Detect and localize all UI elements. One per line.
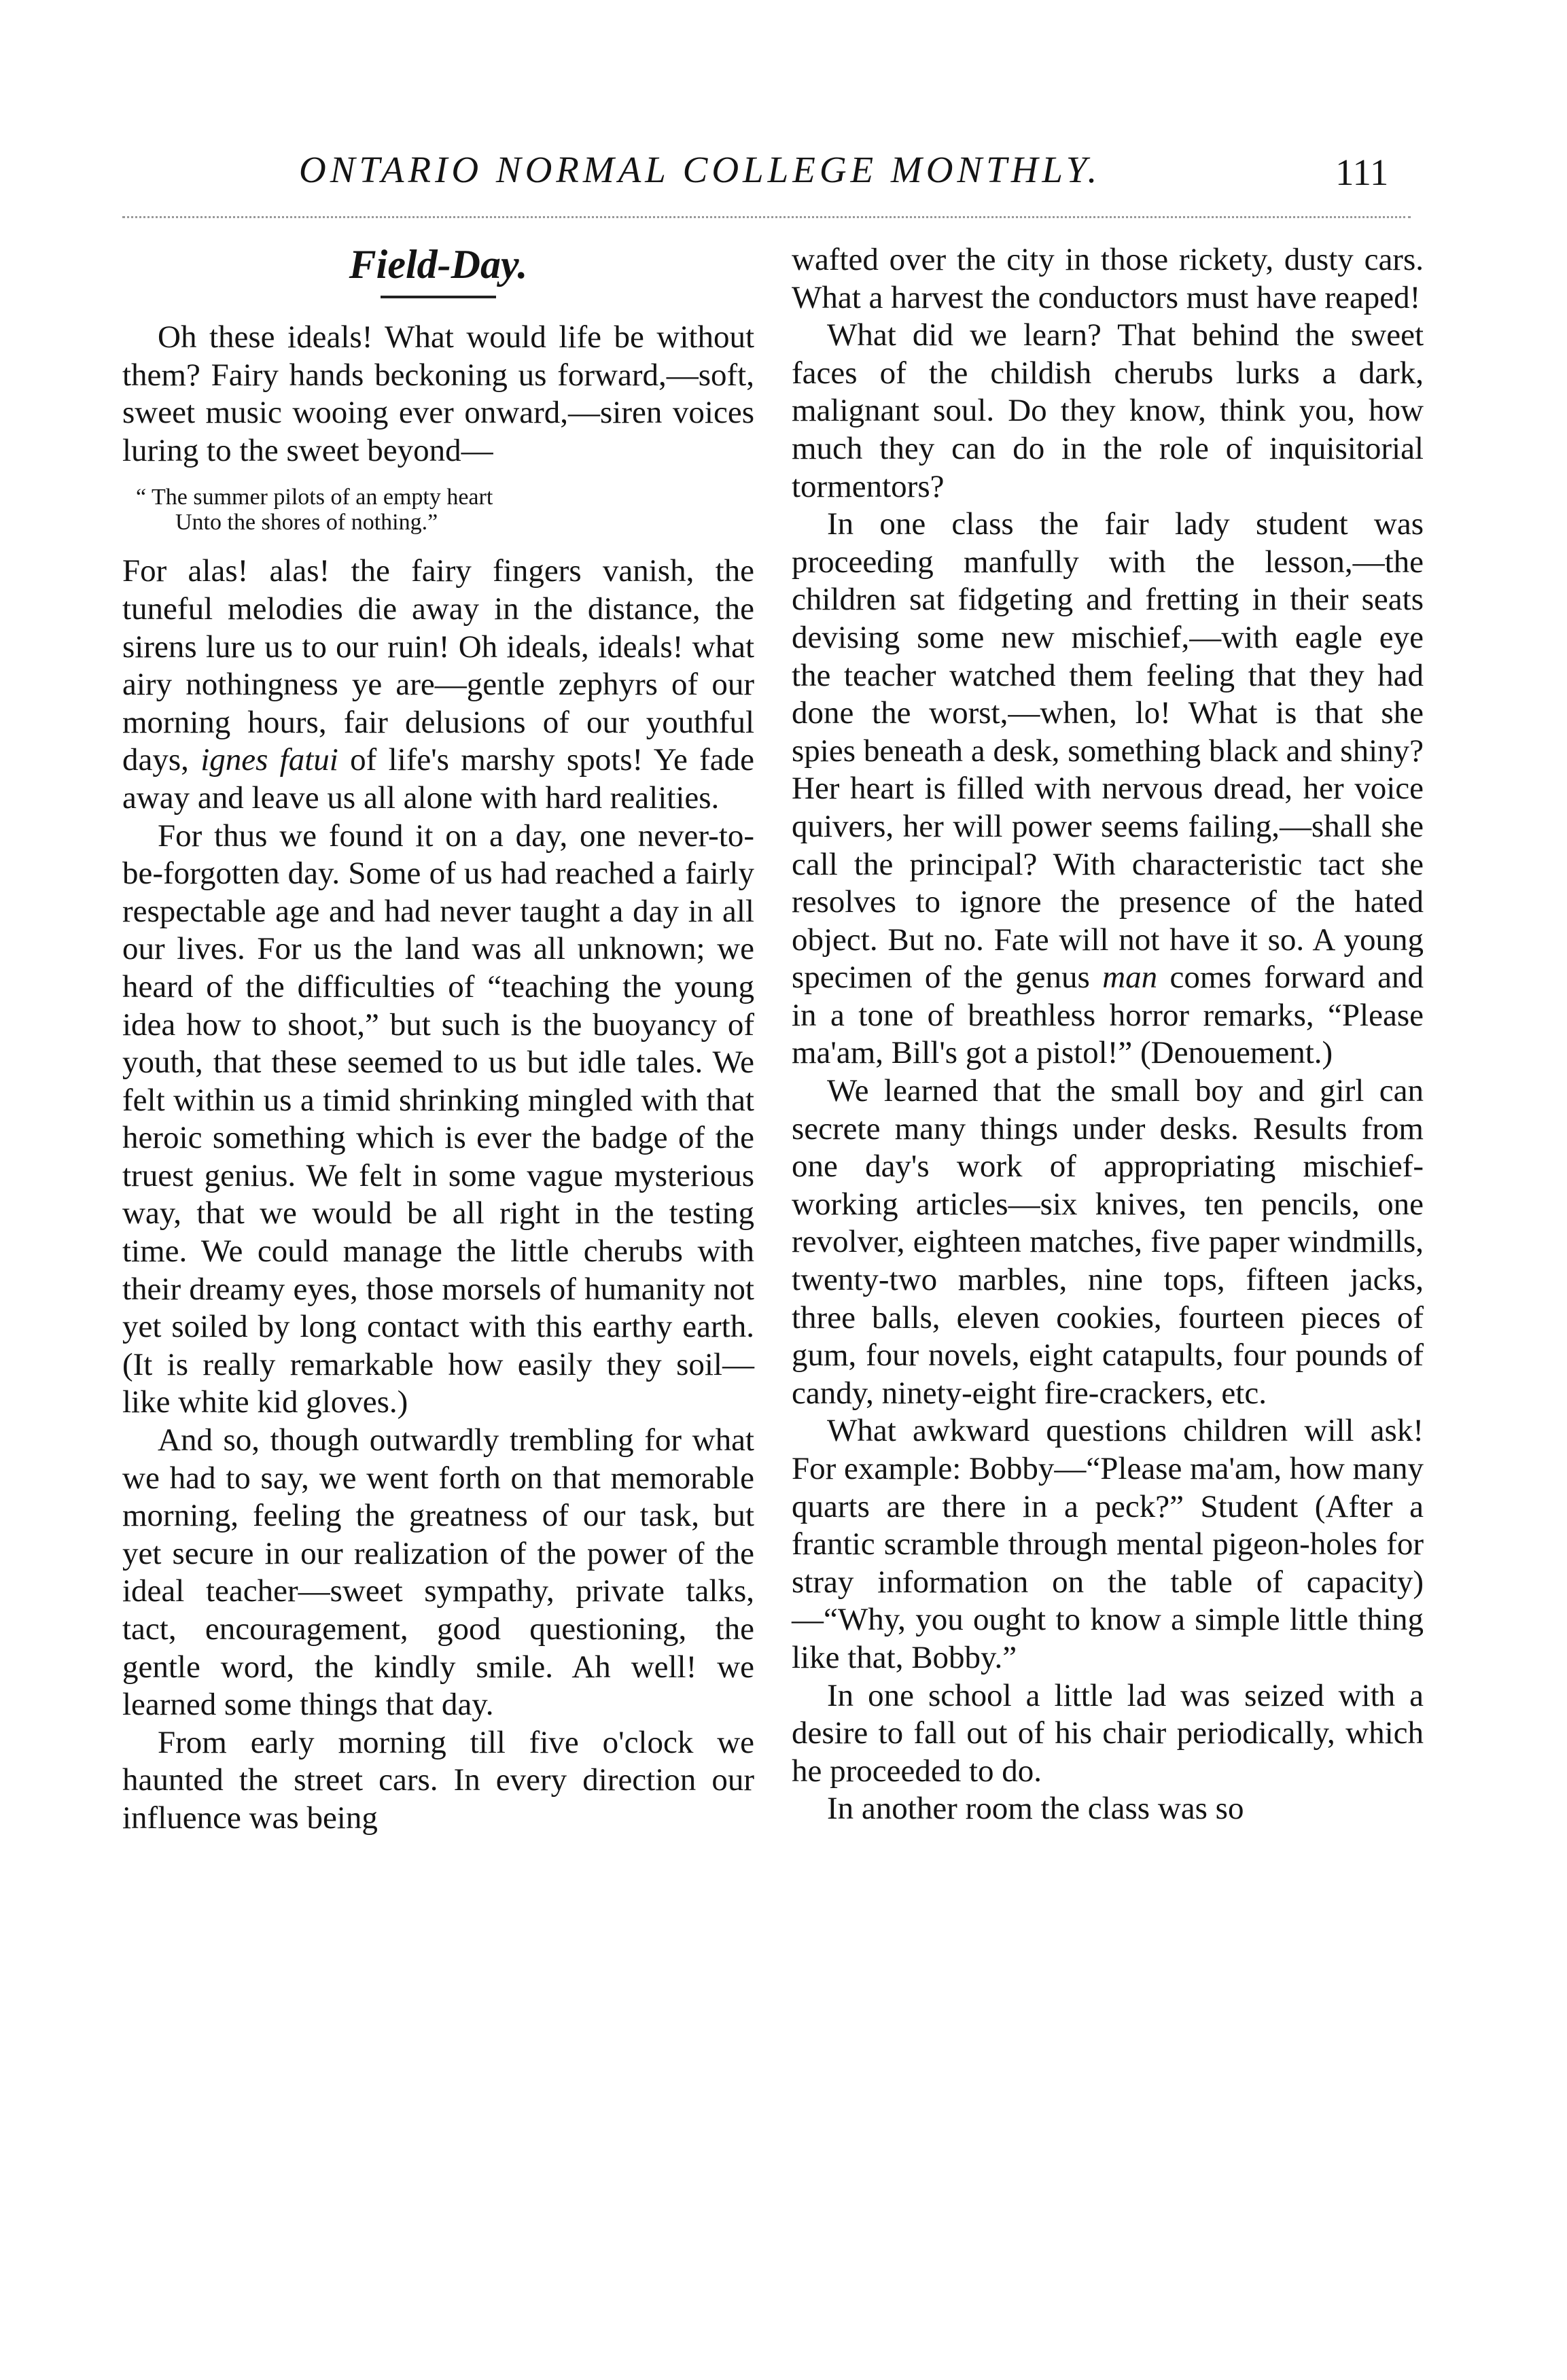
paragraph-8-text-a: In one class the fair lady student was proceeding manfully with the lesson,—the children sat fidgeting and fretting in their seats devising some new mischief,—with eagle eye the teacher watched them feeling that they had done the worst,—when, lo! What is that she spies beneath a desk, something black and shiny? Her heart is filled with nervous dread, her voice quivers, her will power seems failing,—shall she call the principal? With characteristic tact she resolves to ignore the presence of the hated object. But no. Fate will not have it so. A young specimen of the genus	[792, 506, 1424, 996]
paragraph-5: From early morning till five o'clock we haunted the street cars. In every direction our influence was being	[122, 1724, 754, 1836]
paragraph-6: wafted over the city in those rickety, dusty cars. What a harvest the conductors must have reaped!	[792, 242, 1424, 315]
left-column	[122, 241, 754, 1838]
paragraph-3: For thus we found it on a day, one never-to-be-forgotten day. Some of us had reached a fairly respectable age and had never taught a day in all our lives. For us the land was all unknown; we heard of the difficulties of “teaching the young idea how to shoot,” but such is the buoyancy of youth, that these seemed to us but idle tales. We felt within us a timid shrinking mingled with that heroic something which is ever the badge of the truest genius. We felt in some vague mysterious way, that we would be all right in the testing time. We could manage the little cherubs with their dreamy eyes, those morsels of humanity not yet soiled by long contact with this earthy earth. (It is really remarkable how easily they soil—like white kid gloves.)	[122, 818, 754, 1420]
title-rule	[381, 296, 496, 298]
paragraph-2	[122, 553, 754, 817]
right-column	[792, 241, 1424, 1828]
paragraph-4: And so, though outwardly trembling for what we had to say, we went forth on that memorable morning, feeling the greatness of our task, but yet secure in our realization of the power of the ideal teacher—sweet sympathy, private talks, tact, encouragement, good questioning, the gentle word, the kindly smile. Ah well! we learned some things that day.	[122, 1422, 754, 1723]
quote-line-2: Unto the shores of nothing.”	[175, 510, 438, 536]
paragraph-2-text-a: For alas! alas! the fairy fingers vanish, the tuneful melodies die away in the distance, the sirens lure us to our ruin! Oh ideals, ideals! what airy nothingness ye are—gentle zephyrs of our morning hours, fair delusions of our youthful days,	[122, 553, 754, 778]
paragraph-10: What awkward questions children will ask! For example: Bobby—“Please ma'am, how many quarts are there in a peck?” Student (After a frantic scramble through mental pigeon-holes for stray information on the table of capacity)—“Why, you ought to know a simple little thing like that, Bobby.”	[792, 1413, 1424, 1675]
paragraph-7: What did we learn? That behind the sweet faces of the childish cherubs lurks a dark, malignant soul. Do they know, think you, how much they can do in the role of inquisitorial tormentors?	[792, 317, 1424, 504]
paragraph-1: Oh these ideals! What would life be without them? Fairy hands beckoning us forward,—soft, sweet music wooing ever onward,—siren voices luring to the sweet beyond—	[122, 319, 754, 468]
paragraph-8-italic: man	[1102, 960, 1158, 996]
article-title: Field-Day.	[349, 242, 528, 287]
paragraph-2-italic: ignes fatui	[200, 742, 338, 778]
paragraph-12: In another room the class was so	[827, 1791, 1244, 1827]
page-number: 111	[1335, 152, 1389, 193]
paragraph-8	[792, 506, 1424, 1072]
paragraph-2-text-b: of life's marshy spots! Ye fade away and leave us all alone with hard realities.	[122, 742, 754, 816]
running-title: ONTARIO NORMAL COLLEGE MONTHLY.	[299, 149, 1102, 190]
paragraph-9: We learned that the small boy and girl can secrete many things under desks. Results from one day's work of appropriating mischief-working articles—six knives, ten pencils, one revolver, eighteen matches, five paper windmills, twenty-two marbles, nine tops, fifteen jacks, three balls, eleven cookies, fourteen pieces of gum, four novels, eight catapults, four pounds of candy, ninety-eight fire-crackers, etc.	[792, 1073, 1424, 1411]
header-rule	[122, 216, 1411, 218]
block-quote	[122, 485, 754, 535]
quote-line-1: “ The summer pilots of an empty heart	[136, 485, 493, 510]
paragraph-11: In one school a little lad was seized with a desire to fall out of his chair periodically, which he proceeded to do.	[792, 1677, 1424, 1789]
paragraph-8-text-b: comes forward and in a tone of breathless horror remarks, “Please ma'am, Bill's got a pistol!” (Denouement.)	[792, 960, 1424, 1071]
